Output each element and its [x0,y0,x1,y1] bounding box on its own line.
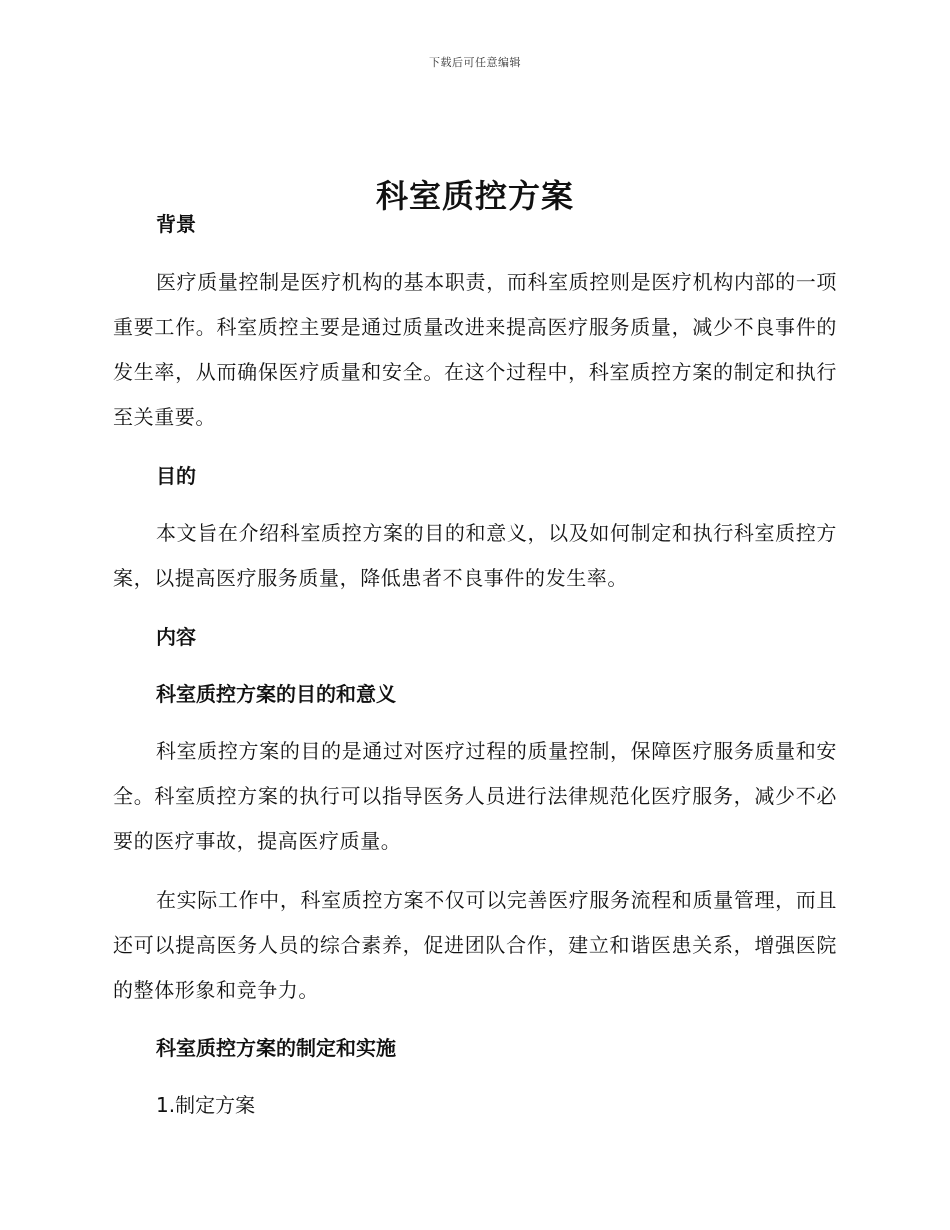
document-title: 科室质控方案 [375,177,574,216]
section-heading-purpose: 目的 [156,464,196,488]
subsection-heading-significance: 科室质控方案的目的和意义 [156,682,396,706]
document-body [113,202,837,1127]
header-note: 下载后可任意编辑 [429,56,521,69]
background-paragraph: 医疗质量控制是医疗机构的基本职责，而科室质控则是医疗机构内部的一项重要工作。科室质控主要是通过质量改进来提高医疗服务质量，减少不良事件的发生率，从而确保医疗质量和安全。在这个过程中，科室质控方案的制定和执行至关重要。 [113,270,837,429]
significance-paragraph-2: 在实际工作中，科室质控方案不仅可以完善医疗服务流程和质量管理，而且还可以提高医务人员的综合素养，促进团队合作，建立和谐医患关系，增强医院的整体形象和竞争力。 [113,888,837,1002]
significance-paragraph-1: 科室质控方案的目的是通过对医疗过程的质量控制，保障医疗服务质量和安全。科室质控方案的执行可以指导医务人员进行法律规范化医疗服务，减少不必要的医疗事故，提高医疗质量。 [113,739,837,853]
list-item: 1.制定方案 [156,1093,256,1117]
purpose-paragraph: 本文旨在介绍科室质控方案的目的和意义，以及如何制定和执行科室质控方案，以提高医疗服务质量，降低患者不良事件的发生率。 [113,521,837,590]
subsection-heading-implementation: 科室质控方案的制定和实施 [156,1036,396,1060]
section-heading-content: 内容 [156,625,196,649]
section-heading-background: 背景 [156,212,196,236]
